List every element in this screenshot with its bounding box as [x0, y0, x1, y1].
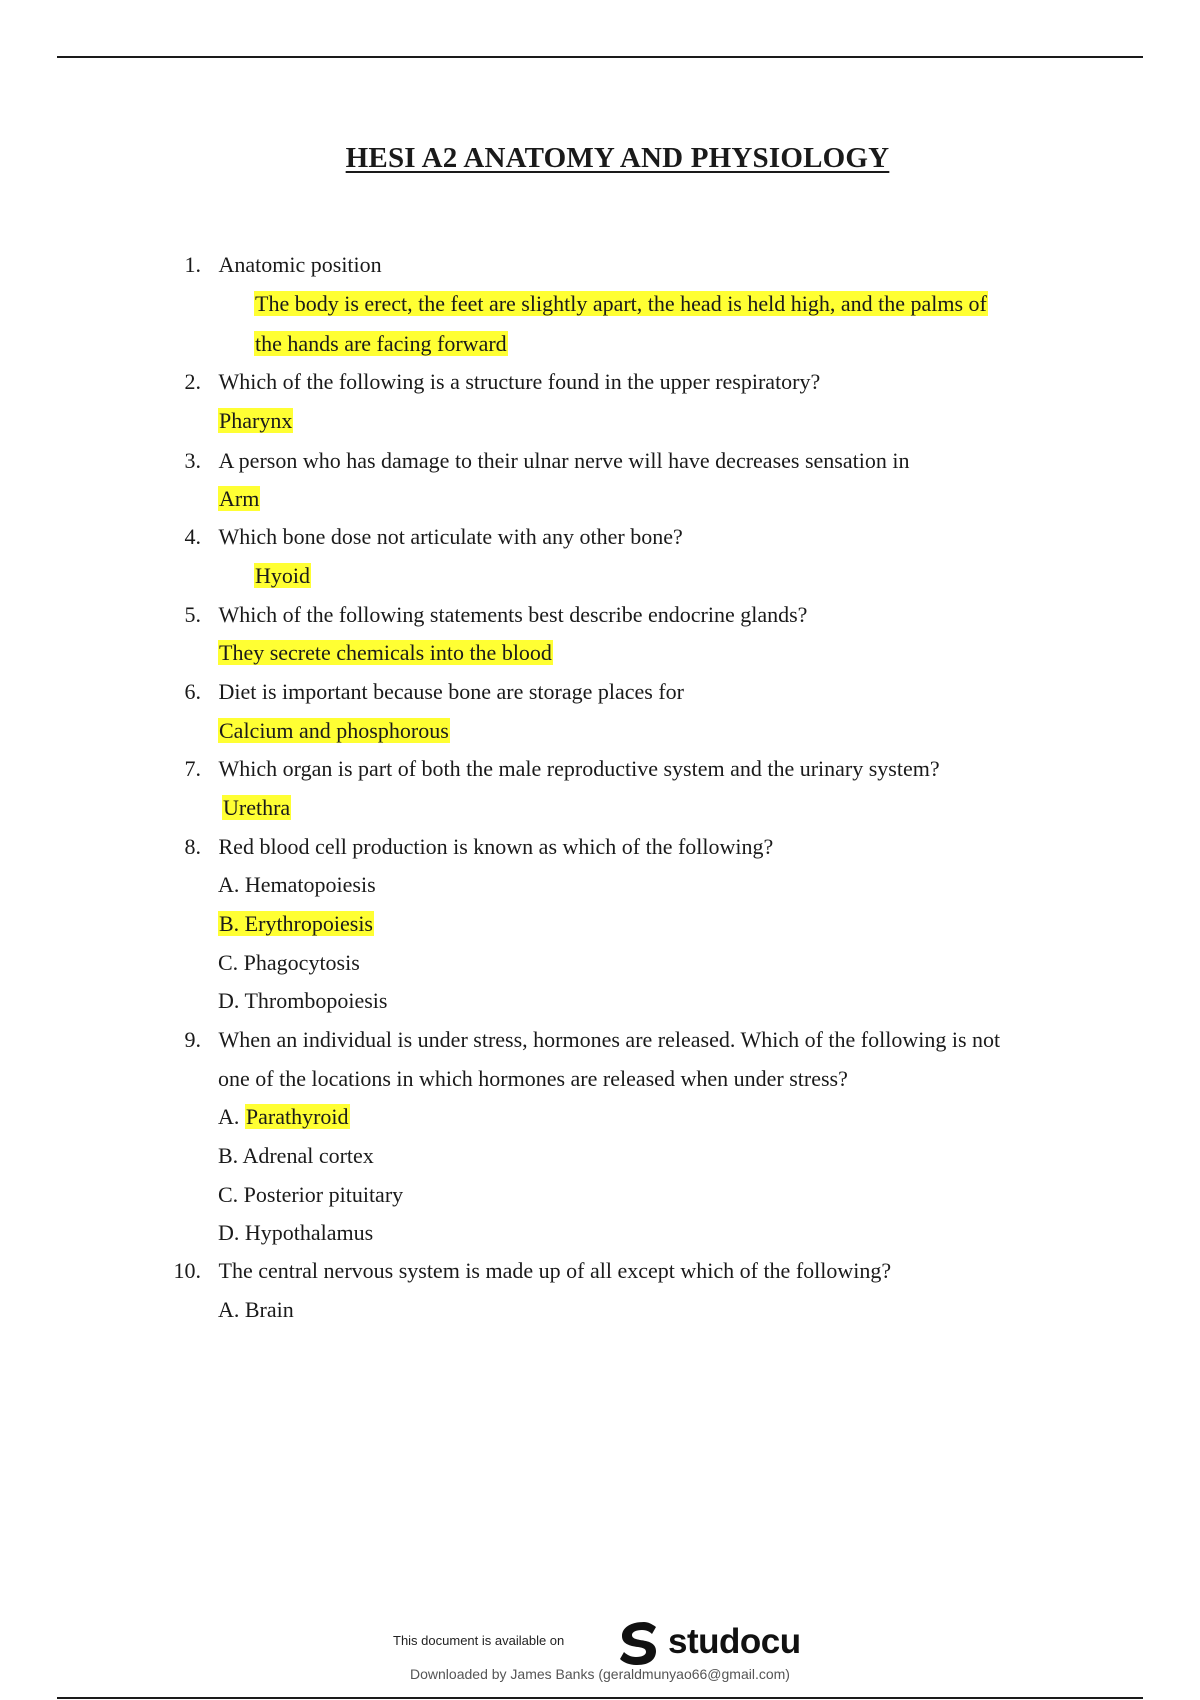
- answer-5: [218, 638, 553, 668]
- bottom-rule: [57, 1697, 1143, 1699]
- answer-highlight: Urethra: [223, 795, 291, 820]
- question-number: 1.: [184, 252, 201, 277]
- question-text: Which of the following is a structure found in the upper respiratory?: [218, 369, 821, 394]
- answer-highlight: Arm: [219, 486, 260, 511]
- question-10: [0, 1256, 891, 1286]
- question-number: 8.: [184, 834, 201, 859]
- option-9c: C. Posterior pituitary: [218, 1182, 404, 1207]
- question-number: 10.: [173, 1258, 201, 1283]
- answer-highlight: Hyoid: [255, 563, 310, 588]
- question-9: [0, 1025, 1000, 1055]
- question-number: 6.: [184, 679, 201, 704]
- question-text: Which bone dose not articulate with any other bone?: [218, 524, 683, 549]
- answer-1-line-1: [254, 289, 988, 319]
- option-8d: D. Thrombopoiesis: [218, 988, 388, 1013]
- option-10a: A. Brain: [218, 1297, 294, 1322]
- answer-highlight: B. Erythropoiesis: [219, 911, 373, 936]
- studocu-logo-icon: [614, 1618, 662, 1666]
- answer-highlight: the hands are facing forward: [255, 331, 507, 356]
- answer-highlight: Parathyroid: [245, 1104, 349, 1129]
- question-text: Diet is important because bone are storage places for: [218, 679, 684, 704]
- question-4: [0, 522, 683, 552]
- question-text-line-1: When an individual is under stress, hormones are released. Which of the following is not: [218, 1027, 1001, 1052]
- question-2: [0, 367, 820, 397]
- answer-highlight: The body is erect, the feet are slightly apart, the head is held high, and the palms of: [255, 291, 987, 316]
- question-number: 5.: [184, 602, 201, 627]
- option-8a: A. Hematopoiesis: [218, 872, 376, 897]
- top-rule: [57, 56, 1143, 58]
- answer-4: [254, 561, 311, 591]
- answer-7: [222, 793, 291, 823]
- footer-available-text: This document is available on: [393, 1633, 565, 1648]
- footer-downloaded-by: Downloaded by James Banks (geraldmunyao66@gmail.com): [410, 1666, 790, 1682]
- question-number: 2.: [184, 369, 201, 394]
- document-title: HESI A2 ANATOMY AND PHYSIOLOGY: [345, 142, 890, 174]
- studocu-logo[interactable]: [614, 1617, 801, 1667]
- question-number: 7.: [184, 756, 201, 781]
- question-text-line-2: one of the locations in which hormones are released when under stress?: [218, 1066, 848, 1091]
- option-8c: C. Phagocytosis: [218, 950, 360, 975]
- question-5: [0, 600, 807, 630]
- answer-2: [218, 406, 293, 436]
- answer-1-line-2: [254, 329, 508, 359]
- answer-6: [218, 716, 450, 746]
- answer-highlight: They secrete chemicals into the blood: [219, 640, 552, 665]
- question-number: 3.: [184, 448, 201, 473]
- question-8: [0, 832, 773, 862]
- question-1: [0, 250, 382, 280]
- question-text: A person who has damage to their ulnar nerve will have decreases sensation in: [218, 448, 910, 473]
- question-text: Red blood cell production is known as which of the following?: [218, 834, 774, 859]
- option-8b: [218, 909, 374, 939]
- question-text: Which of the following statements best describe endocrine glands?: [218, 602, 808, 627]
- question-number: 9.: [184, 1027, 201, 1052]
- answer-highlight: Pharynx: [219, 408, 293, 433]
- question-6: [0, 677, 684, 707]
- question-text: Which organ is part of both the male reproductive system and the urinary system?: [218, 756, 940, 781]
- option-9a: [218, 1102, 350, 1132]
- option-9d: D. Hypothalamus: [218, 1220, 374, 1245]
- question-number: 4.: [184, 524, 201, 549]
- option-prefix: A.: [218, 1104, 245, 1129]
- studocu-brand-text: studocu: [668, 1622, 801, 1661]
- question-text: The central nervous system is made up of all except which of the following?: [218, 1258, 892, 1283]
- option-9b: B. Adrenal cortex: [218, 1143, 374, 1168]
- answer-highlight: Calcium and phosphorous: [219, 718, 449, 743]
- question-text: Anatomic position: [218, 252, 382, 277]
- question-3: [0, 446, 909, 476]
- question-7: [0, 754, 940, 784]
- answer-3: [218, 484, 260, 514]
